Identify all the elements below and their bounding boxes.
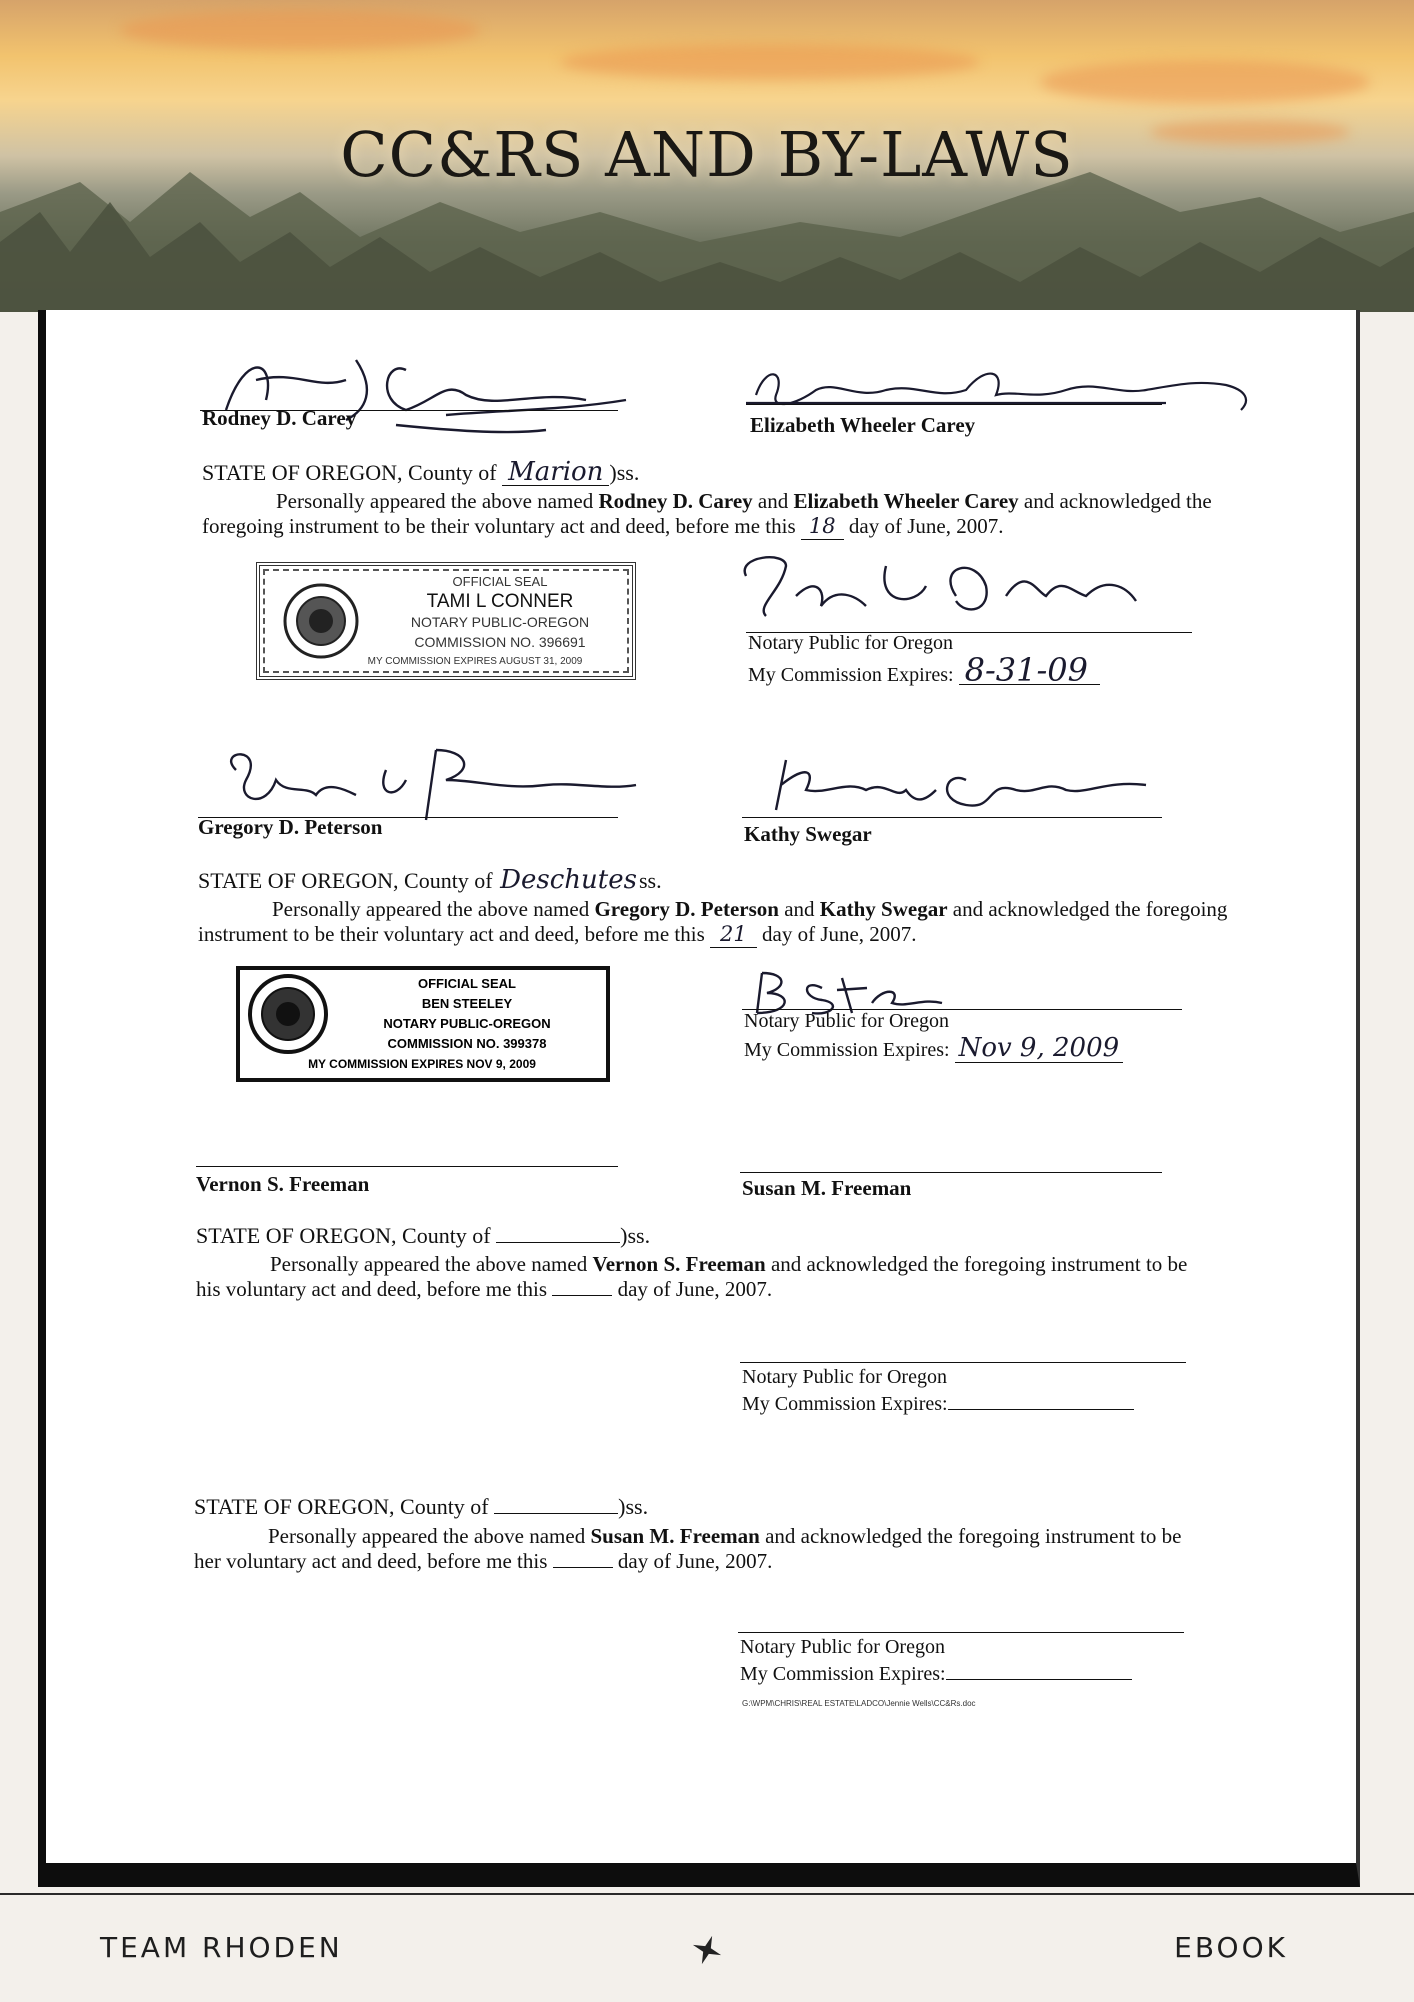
- signature-line: [196, 1166, 618, 1167]
- signature-line: [742, 817, 1162, 818]
- signer-name: Vernon S. Freeman: [196, 1172, 370, 1196]
- commission-expires: My Commission Expires:: [740, 1661, 1132, 1688]
- acknowledgment-paragraph: Personally appeared the above named Vernon S. Freeman and acknowledged the foregoing instrument to be his voluntary act and deed, before me this day of June, 2007.: [196, 1252, 1188, 1301]
- signature-line: [746, 404, 1162, 405]
- day-blank: [552, 1277, 612, 1296]
- footer-label: EBOOK: [1174, 1931, 1288, 1964]
- notary-seal: [256, 562, 636, 680]
- signature-line: [738, 1632, 1184, 1633]
- state-line: STATE OF OREGON, County of Marion )ss.: [202, 457, 640, 487]
- notary-label: Notary Public for Oregon: [740, 1636, 945, 1658]
- signature-kathy-swegar: [746, 750, 1186, 830]
- oregon-state-seal-icon: [282, 582, 360, 660]
- seal-text: OFFICIAL SEAL BEN STEELEY NOTARY PUBLIC-OREGON COMMISSION NO. 399378 MY COMMISSION EXPIRES NOV 9, 2009: [308, 976, 551, 1071]
- notary-signature-tami-conner: [726, 546, 1166, 626]
- acknowledgment-paragraph: Personally appeared the above named Gregory D. Peterson and Kathy Swegar and acknowledged the foregoing instrument to be their voluntary act and deed, before me this 21 day of June, 2007.: [198, 897, 1228, 946]
- commission-expires: My Commission Expires: 8-31-09: [748, 657, 1100, 689]
- notary-label: Notary Public for Oregon: [748, 632, 953, 654]
- sparkle-icon: [690, 1933, 724, 1967]
- oregon-state-seal-icon: [246, 972, 330, 1056]
- signature-line: [740, 1362, 1186, 1363]
- notary-label: Notary Public for Oregon: [742, 1366, 947, 1388]
- scanned-document: [38, 310, 1360, 1887]
- cloud: [560, 44, 980, 80]
- expires-blank: [948, 1391, 1134, 1410]
- notary-seal: [236, 966, 610, 1082]
- signer-name: Gregory D. Peterson: [198, 815, 383, 839]
- day-blank: [553, 1549, 613, 1568]
- expires-blank: [946, 1661, 1132, 1680]
- state-line: STATE OF OREGON, County of )ss.: [196, 1223, 651, 1248]
- commission-expires: My Commission Expires: Nov 9, 2009: [744, 1035, 1123, 1064]
- footer: [0, 1893, 1414, 2002]
- expires-handwritten: Nov 9, 2009: [955, 1035, 1124, 1063]
- state-line: STATE OF OREGON, County of )ss.: [194, 1494, 649, 1519]
- county-blank: [496, 1224, 620, 1243]
- county-handwritten: Marion: [502, 460, 609, 486]
- expires-handwritten: 8-31-09: [959, 657, 1100, 685]
- county-handwritten: Deschutes: [500, 865, 637, 895]
- file-path-footnote: G:\WPM\CHRIS\REAL ESTATE\LADCO\Jennie Wells\CC&Rs.doc: [742, 1699, 976, 1708]
- signer-name: Elizabeth Wheeler Carey: [750, 413, 976, 437]
- notary-label: Notary Public for Oregon: [744, 1010, 949, 1032]
- header-banner: [0, 0, 1414, 312]
- day-handwritten: 18: [801, 514, 844, 540]
- footer-brand: TEAM RHODEN: [100, 1931, 343, 1964]
- state-line: STATE OF OREGON, County of Deschutesss.: [198, 865, 662, 895]
- signer-name: Susan M. Freeman: [742, 1176, 912, 1200]
- cloud: [1040, 60, 1370, 104]
- seal-text: OFFICIAL SEAL TAMI L CONNER NOTARY PUBLIC-OREGON COMMISSION NO. 396691 MY COMMISSION EXPIRES AUGUST 31, 2009: [367, 574, 590, 667]
- county-blank: [494, 1495, 618, 1514]
- page-title: CC&RS AND BY-LAWS: [340, 118, 1074, 191]
- signer-name: Rodney D. Carey: [202, 406, 357, 430]
- commission-expires: My Commission Expires:: [742, 1391, 1134, 1418]
- signer-name: Kathy Swegar: [744, 822, 872, 846]
- acknowledgment-paragraph: Personally appeared the above named Rodney D. Carey and Elizabeth Wheeler Carey and acknowledged the foregoing instrument to be their voluntary act and deed, before me this 18 day of June, 2007.: [202, 489, 1212, 538]
- signature-line: [740, 1172, 1162, 1173]
- acknowledgment-paragraph: Personally appeared the above named Susan M. Freeman and acknowledged the foregoing instrument to be her voluntary act and deed, before me this day of June, 2007.: [194, 1524, 1182, 1573]
- day-handwritten: 21: [710, 922, 757, 948]
- cloud: [120, 10, 480, 50]
